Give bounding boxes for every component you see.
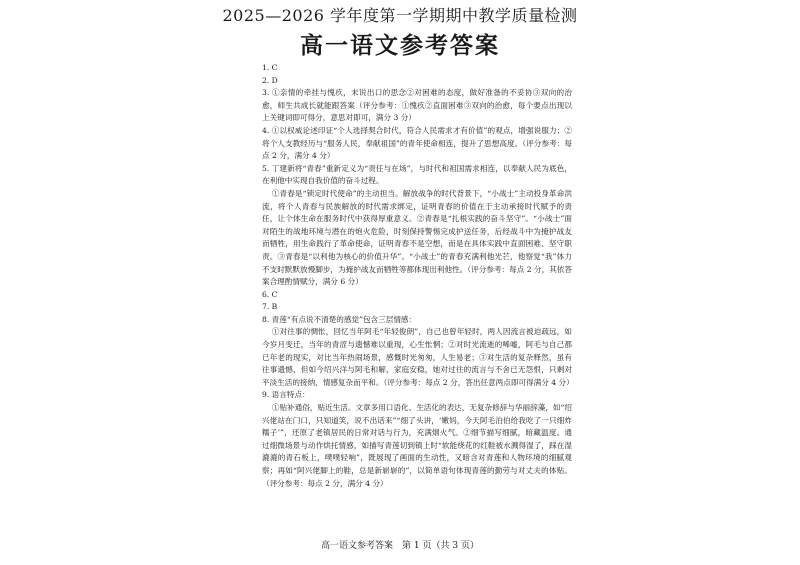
- answer-item-a8: 8. 青莲“有点说不清楚的感觉”包含三层情感：: [262, 314, 417, 324]
- page-footer: 高一语文参考答案 第 1 页（共 3 页）: [321, 541, 479, 551]
- answer-item-a7: 7. B: [262, 302, 278, 312]
- subject-title: 高一语文参考答案: [300, 32, 500, 59]
- answer-item-a6: 6. C: [262, 289, 278, 299]
- answers-body: [262, 62, 572, 490]
- answer-item-a9b: ①贴补通俗，贴近生活。文章多用口语化、生活化的表达，无复杂修辞与华丽辞藻，如“绍兴佬站在门口，只知道笑，说不出话来”“细了头讲，‘嫩妈，今天阿毛泊伯给我吃了一只细炸糯子’”，还原了老镇居民的日常对话与行为，充满烟火气。②细节描写细腻，暗藏温度。通过细微场景与动作烘托情感，如描写青莲切到镇上时“软能绕花的红鞋被水溅得湿了，踩在湿漉漉的青石板上，噗噗轻响”，既展现了画面的生动性，又暗含对青莲和人物环境的细腻观察；再如“阿兴佬脚上的鞋，总是新崭崭的”，以简单语句体现青莲的勤劳与对丈夫的体贴。（评分参考：每点 2 分，满分 4 分）: [262, 403, 572, 488]
- answer-item-a8b: ①对往事的惆怅，回忆当年阿毛“年轻俊朗”，自己也曾年轻时，两人因流言被迫疏远，如今岁月变迁，当年的青涩与遗憾难以重现，心生怅惘；②对时光流逝的唏嘘，阿毛与自己都已年老的现实，对比当年热闹场景，感慨时光匆匆，人生易老；③对生活的复杂释然，虽有往事遗憾，但如今绍兴洋与阿毛和解，家庭安稳，她对过往的流言与不舍已无怨恨，只剩对平淡生活的接纳，情感复杂而平和。（评分参考：每点 2 分，答出任意两点即可得满分 4 分）: [262, 327, 574, 387]
- answer-item-a5b: ①青春是“锁定时代使命”的主动担当。解放战争的时代背景下，“小战士”主动投身革命洪流，将个人青春与民族解放的时代需求绑定，证明青春的价值在于主动承接时代赋予的责任，让个体生命在服务时代中获得厚重意义。②青春是“扎根实践的奋斗坚守”。“小战士”面对陌生的战地环境与潜在的炮火危险，时刻保持警惕完成护送任务，后经战斗中为掩护战友而牺牲，用生命践行了革命使命，证明青春不是空想，而是在具体实践中直面困难、坚守职责。③青春是“以利他为核心的价值升华”。“小战士”的青春充满利他光芒，他察觉“我”体力不支时默默放慢脚步，为掩护战友而牺牲等都体现出利他性。（评分参考：每点 2 分，其依答案合理酌情赋分，满分 6 分）: [262, 188, 572, 287]
- answer-item-a2: 2. D: [262, 75, 278, 85]
- answer-item-a1: 1. C: [262, 63, 278, 72]
- answer-item-a9: 9. 语言特点：: [262, 390, 310, 400]
- exam-title: 2025—2026 学年度第一学期期中教学质量检测: [222, 6, 578, 25]
- answer-item-a5: 5. 丁建新将“青春”重新定义为“责任与在场”，与时代和祖国需求相连，以奉献人民为底色，在利他中实现自我价值的奋斗过程。: [262, 163, 572, 186]
- answer-item-a4: 4. ①以权威论述印证“个人选择契合时代，符合人民需求才有价值”的观点，增强说服力；②将个人支教经历与“服务人民，奉献祖国”的青年使命相连，提升了思想高度。（评分参考：每点 2 分，满分 4 分）: [262, 125, 572, 161]
- answer-item-a3: 3. ①亲情的牵挂与愧疚，未说出口的思念②对困难的态度，做好准备的不妥协③双向的治愈，师生共成长就能跟答案（评分参考：①愧疚②直面困难③双向的治愈，每个要点出现以上关键词即可得分，意思对即可，满分 3 分）: [262, 88, 572, 123]
